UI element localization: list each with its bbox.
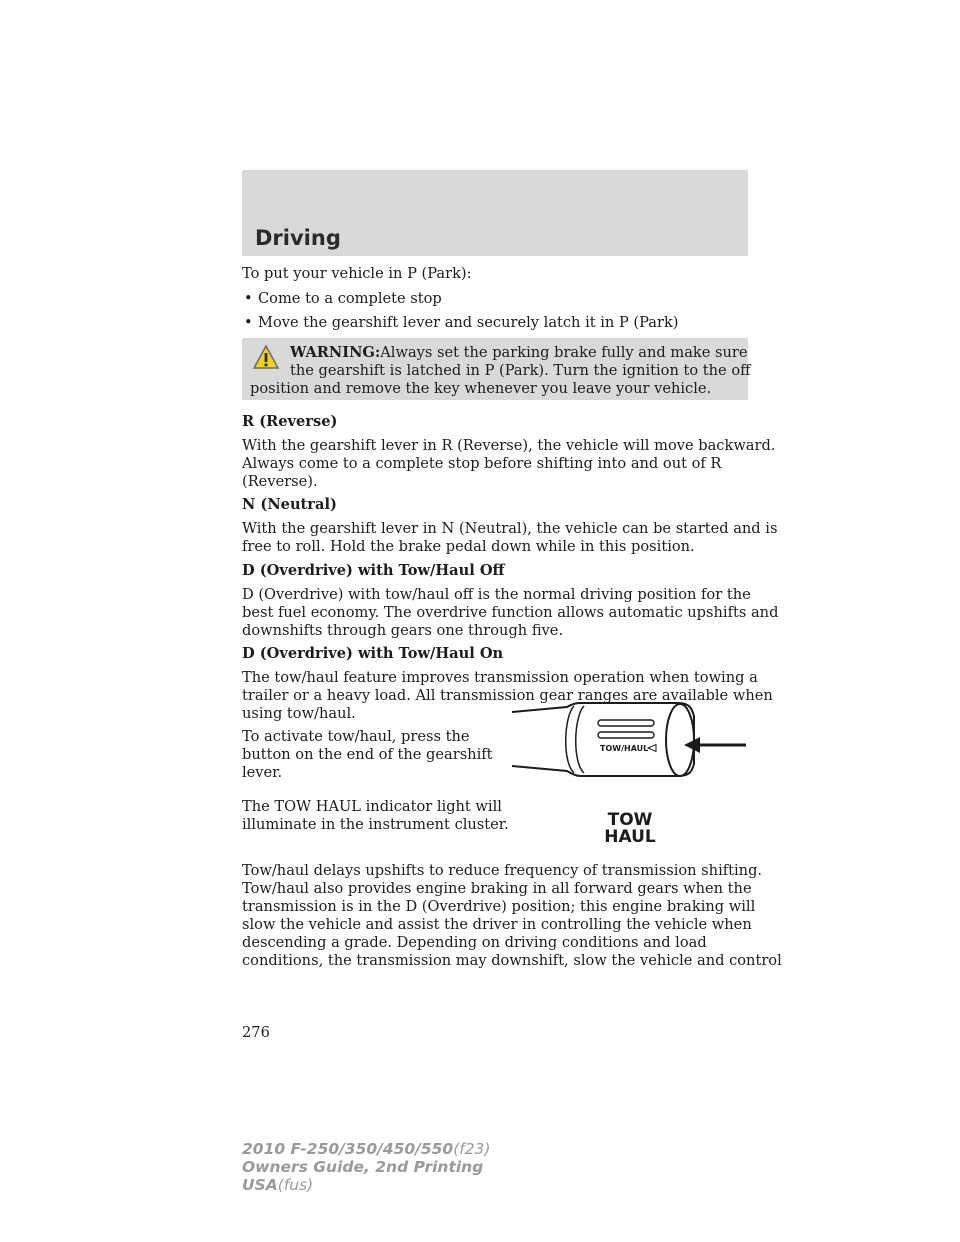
warning-text: position and remove the key whenever you leave your vehicle.: [250, 380, 712, 397]
text-line: (Reverse).: [242, 473, 318, 490]
text-line: button on the end of the gearshift: [242, 746, 493, 763]
indicator-text: TOW: [607, 810, 653, 830]
text-line: To activate tow/haul, press the: [242, 728, 470, 745]
neutral-paragraph: [242, 520, 778, 556]
footer-model-code: (f23): [453, 1140, 491, 1158]
text-line: With the gearshift lever in N (Neutral), the vehicle can be started and is: [242, 520, 778, 537]
gearshift-lever-illustration: [512, 700, 748, 778]
list-item: [244, 290, 442, 308]
text-line: The tow/haul feature improves transmission operation when towing a: [242, 669, 758, 686]
footer-model: 2010 F-250/350/450/550: [242, 1140, 454, 1158]
text-line: free to roll. Hold the brake pedal down while in this position.: [242, 538, 695, 555]
section-title: Driving: [255, 226, 341, 250]
overdrive-off-paragraph: [242, 586, 779, 640]
text-line: Tow/haul also provides engine braking in all forward gears when the: [242, 880, 752, 897]
text-line: lever.: [242, 764, 283, 781]
text-line: With the gearshift lever in R (Reverse), the vehicle will move backward.: [242, 437, 776, 454]
heading-reverse: R (Reverse): [242, 413, 338, 430]
list-item: [244, 314, 679, 332]
tow-haul-indicator-icon: [590, 812, 670, 846]
text-line: D (Overdrive) with tow/haul off is the normal driving position for the: [242, 586, 751, 603]
indicator-paragraph: [242, 798, 509, 834]
indicator-text: HAUL: [604, 827, 656, 847]
text-line: slow the vehicle and assist the driver in controlling the vehicle when: [242, 916, 752, 933]
text-line: conditions, the transmission may downshift, slow the vehicle and control: [242, 952, 782, 969]
text-line: descending a grade. Depending on driving conditions and load: [242, 934, 707, 951]
bullet-text: Move the gearshift lever and securely latch it in P (Park): [258, 314, 679, 331]
heading-overdrive-on: D (Overdrive) with Tow/Haul On: [242, 645, 504, 662]
text-line: transmission is in the D (Overdrive) position; this engine braking will: [242, 898, 756, 915]
document-footer: [242, 1140, 490, 1194]
activate-paragraph: [242, 728, 492, 782]
heading-neutral: N (Neutral): [242, 496, 337, 513]
text-line: The TOW HAUL indicator light will: [242, 798, 502, 815]
footer-region-code: (fus): [277, 1176, 314, 1194]
text-line: best fuel economy. The overdrive function allows automatic upshifts and: [242, 604, 779, 621]
text-line: illuminate in the instrument cluster.: [242, 816, 509, 833]
bullet-icon: •: [244, 290, 253, 307]
lever-button-label: TOW/HAUL: [600, 744, 649, 753]
heading-overdrive-off: D (Overdrive) with Tow/Haul Off: [242, 562, 505, 579]
footer-region: USA: [242, 1176, 278, 1194]
warning-label: WARNING:: [290, 344, 381, 361]
warning-box: [242, 338, 751, 400]
bullet-text: Come to a complete stop: [258, 290, 442, 307]
text-line: using tow/haul.: [242, 705, 356, 722]
warning-text: the gearshift is latched in P (Park). Turn the ignition to the off: [290, 362, 751, 379]
warning-text: Always set the parking brake fully and make sure: [380, 344, 748, 361]
park-intro: To put your vehicle in P (Park):: [242, 265, 472, 282]
footer-guide: Owners Guide, 2nd Printing: [242, 1158, 484, 1176]
page-number: 276: [242, 1024, 270, 1041]
tow-haul-delay-paragraph: [242, 862, 782, 970]
text-line: Always come to a complete stop before shifting into and out of R: [242, 455, 722, 472]
bullet-icon: •: [244, 314, 253, 331]
reverse-paragraph: [242, 437, 776, 491]
text-line: downshifts through gears one through five.: [242, 622, 564, 639]
text-line: trailer or a heavy load. All transmission gear ranges are available when: [242, 687, 773, 704]
text-line: Tow/haul delays upshifts to reduce frequency of transmission shifting.: [242, 862, 763, 879]
